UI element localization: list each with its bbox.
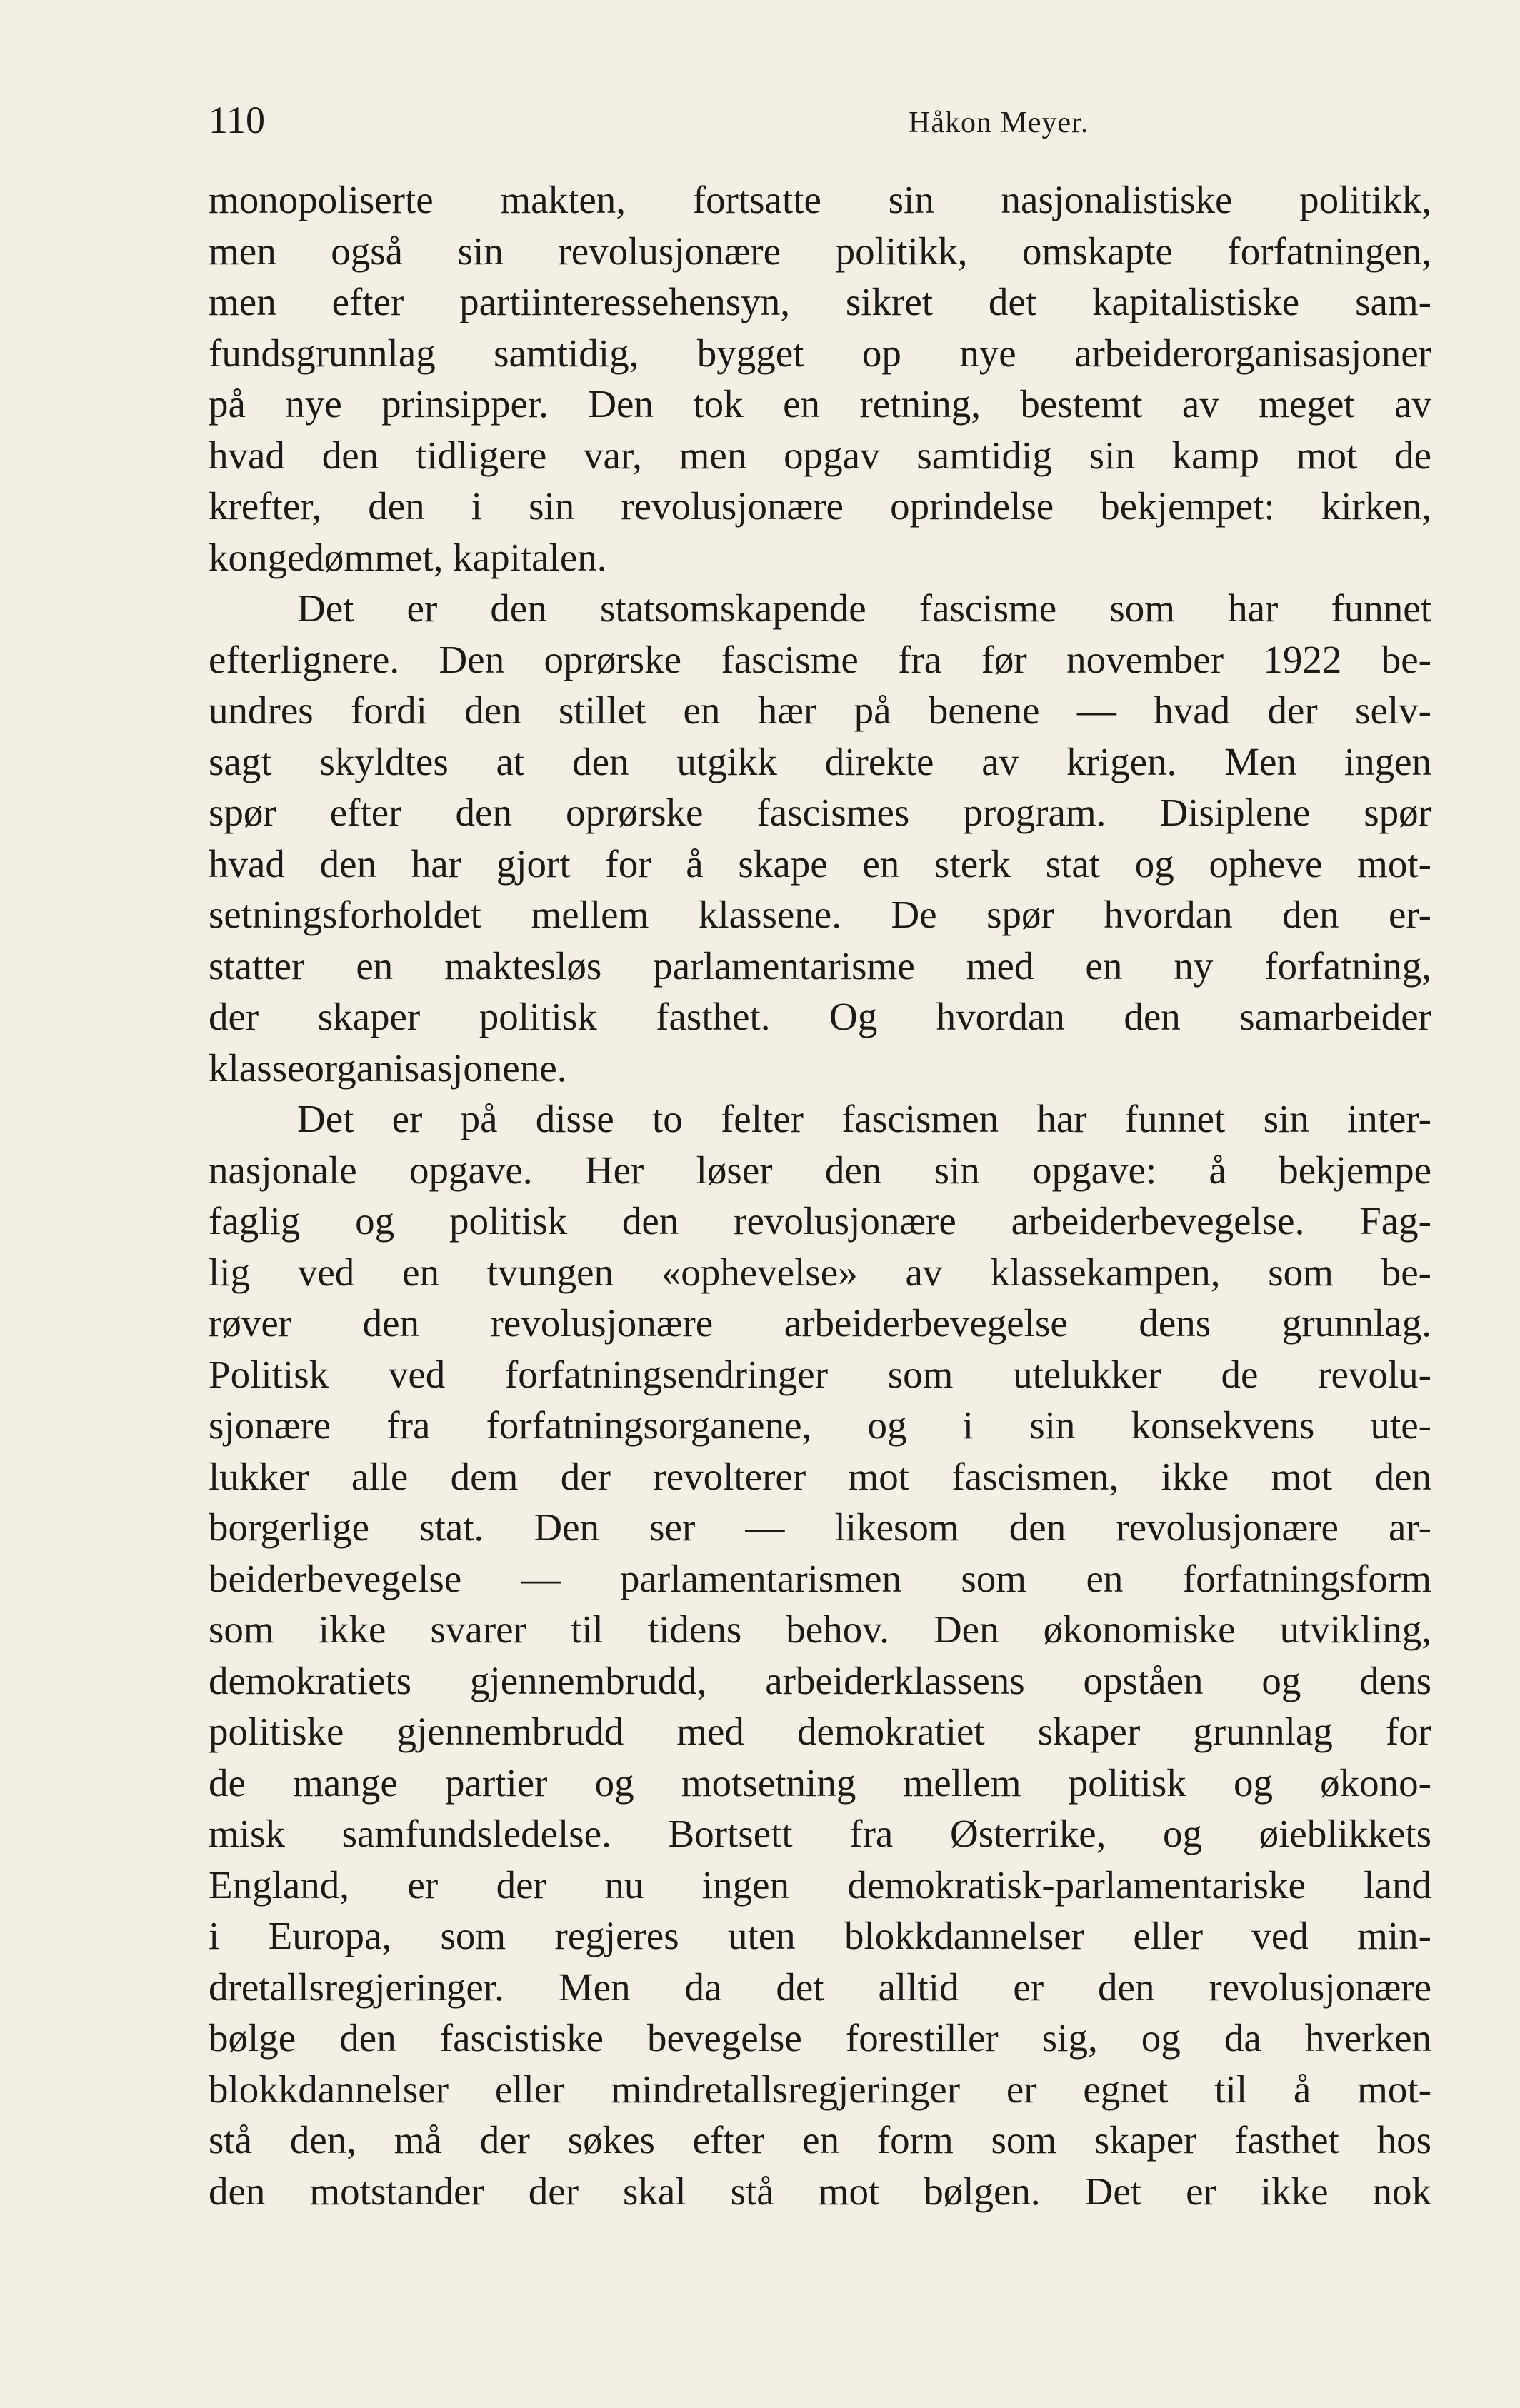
text-line: krefter, den i sin revolusjonære oprindelse bekjempet: kirken, <box>209 484 1431 528</box>
text-line: klasseorganisasjonene. <box>209 1045 567 1090</box>
text-line: blokkdannelser eller mindretallsregjeringer er egnet til å mot- <box>209 2067 1431 2111</box>
running-head: Håkon Meyer. <box>909 106 1089 139</box>
text-line: dretallsregjeringer. Men da det alltid er den revolusjonære <box>209 1965 1431 2009</box>
text-line: England, er der nu ingen demokratisk-parlamentariske land <box>209 1862 1431 1907</box>
text-line: spør efter den oprørske fascismes program. Disiplene spør <box>209 791 1431 834</box>
text-line: setningsforholdet mellem klassene. De spør hvordan den er- <box>209 893 1431 936</box>
text-line: efterlignere. Den oprørske fascisme fra før november 1922 be- <box>209 637 1431 681</box>
text-line: den motstander der skal stå mot bølgen. Det er ikke nok <box>209 2169 1431 2213</box>
text-line: Politisk ved forfatningsendringer som utelukker de revolu- <box>209 1352 1431 1396</box>
text-line: de mange partier og motsetning mellem politisk og økono- <box>209 1760 1431 1805</box>
text-line: politiske gjennembrudd med demokratiet skaper grunnlag for <box>209 1710 1431 1753</box>
text-line: sjonære fra forfatningsorganene, og i sin konsekvens ute- <box>209 1403 1431 1447</box>
page-number: 110 <box>209 99 265 141</box>
text-line: Det er den statsomskapende fascisme som har funnet <box>297 586 1431 630</box>
page-header <box>209 91 1431 149</box>
text-line: Det er på disse to felter fascismen har funnet sin inter- <box>297 1097 1431 1140</box>
text-line: men efter partiinteressehensyn, sikret det kapitalistiske sam- <box>209 280 1431 323</box>
text-line: som ikke svarer til tidens behov. Den økonomiske utvikling, <box>209 1607 1431 1651</box>
body-text <box>209 174 1431 2217</box>
text-line: borgerlige stat. Den ser — likesom den revolusjonære ar- <box>209 1505 1431 1549</box>
text-line: undres fordi den stillet en hær på benene — hvad der selv- <box>209 688 1431 732</box>
text-line: fundsgrunnlag samtidig, bygget op nye arbeiderorganisasjoner <box>209 331 1431 375</box>
text-line: faglig og politisk den revolusjonære arbeiderbevegelse. Fag- <box>209 1199 1431 1243</box>
text-line: statter en maktesløs parlamentarisme med en ny forfatning, <box>209 943 1431 988</box>
text-line: bølge den fascistiske bevegelse forestiller sig, og da hverken <box>209 2016 1431 2060</box>
text-line: på nye prinsipper. Den tok en retning, bestemt av meget av <box>209 382 1431 426</box>
text-line: monopoliserte makten, fortsatte sin nasjonalistiske politikk, <box>209 178 1431 221</box>
text-line: sagt skyldtes at den utgikk direkte av krigen. Men ingen <box>209 739 1431 783</box>
text-line: i Europa, som regjeres uten blokkdannelser eller ved min- <box>209 1914 1431 1957</box>
text-line: misk samfundsledelse. Bortsett fra Østerrike, og øieblikkets <box>209 1812 1431 1855</box>
text-line: lukker alle dem der revolterer mot fascismen, ikke mot den <box>209 1454 1431 1498</box>
text-line: beiderbevegelse — parlamentarismen som en forfatningsform <box>209 1556 1431 1600</box>
text-line: hvad den har gjort for å skape en sterk stat og opheve mot- <box>209 841 1431 886</box>
text-line: nasjonale opgave. Her løser den sin opgave: å bekjempe <box>209 1148 1431 1192</box>
text-line: kongedømmet, kapitalen. <box>209 535 607 579</box>
text-line: der skaper politisk fasthet. Og hvordan den samarbeider <box>209 995 1431 1038</box>
text-line: hvad den tidligere var, men opgav samtidig sin kamp mot de <box>209 433 1431 477</box>
text-line: men også sin revolusjonære politikk, omskapte forfatningen, <box>209 229 1431 273</box>
text-line: demokratiets gjennembrudd, arbeiderklassens opståen og dens <box>209 1658 1431 1702</box>
text-line: røver den revolusjonære arbeiderbevegelse dens grunnlag. <box>209 1301 1431 1345</box>
text-line: stå den, må der søkes efter en form som skaper fasthet hos <box>209 2118 1431 2162</box>
text-line: lig ved en tvungen «ophevelse» av klassekampen, som be- <box>209 1250 1431 1294</box>
